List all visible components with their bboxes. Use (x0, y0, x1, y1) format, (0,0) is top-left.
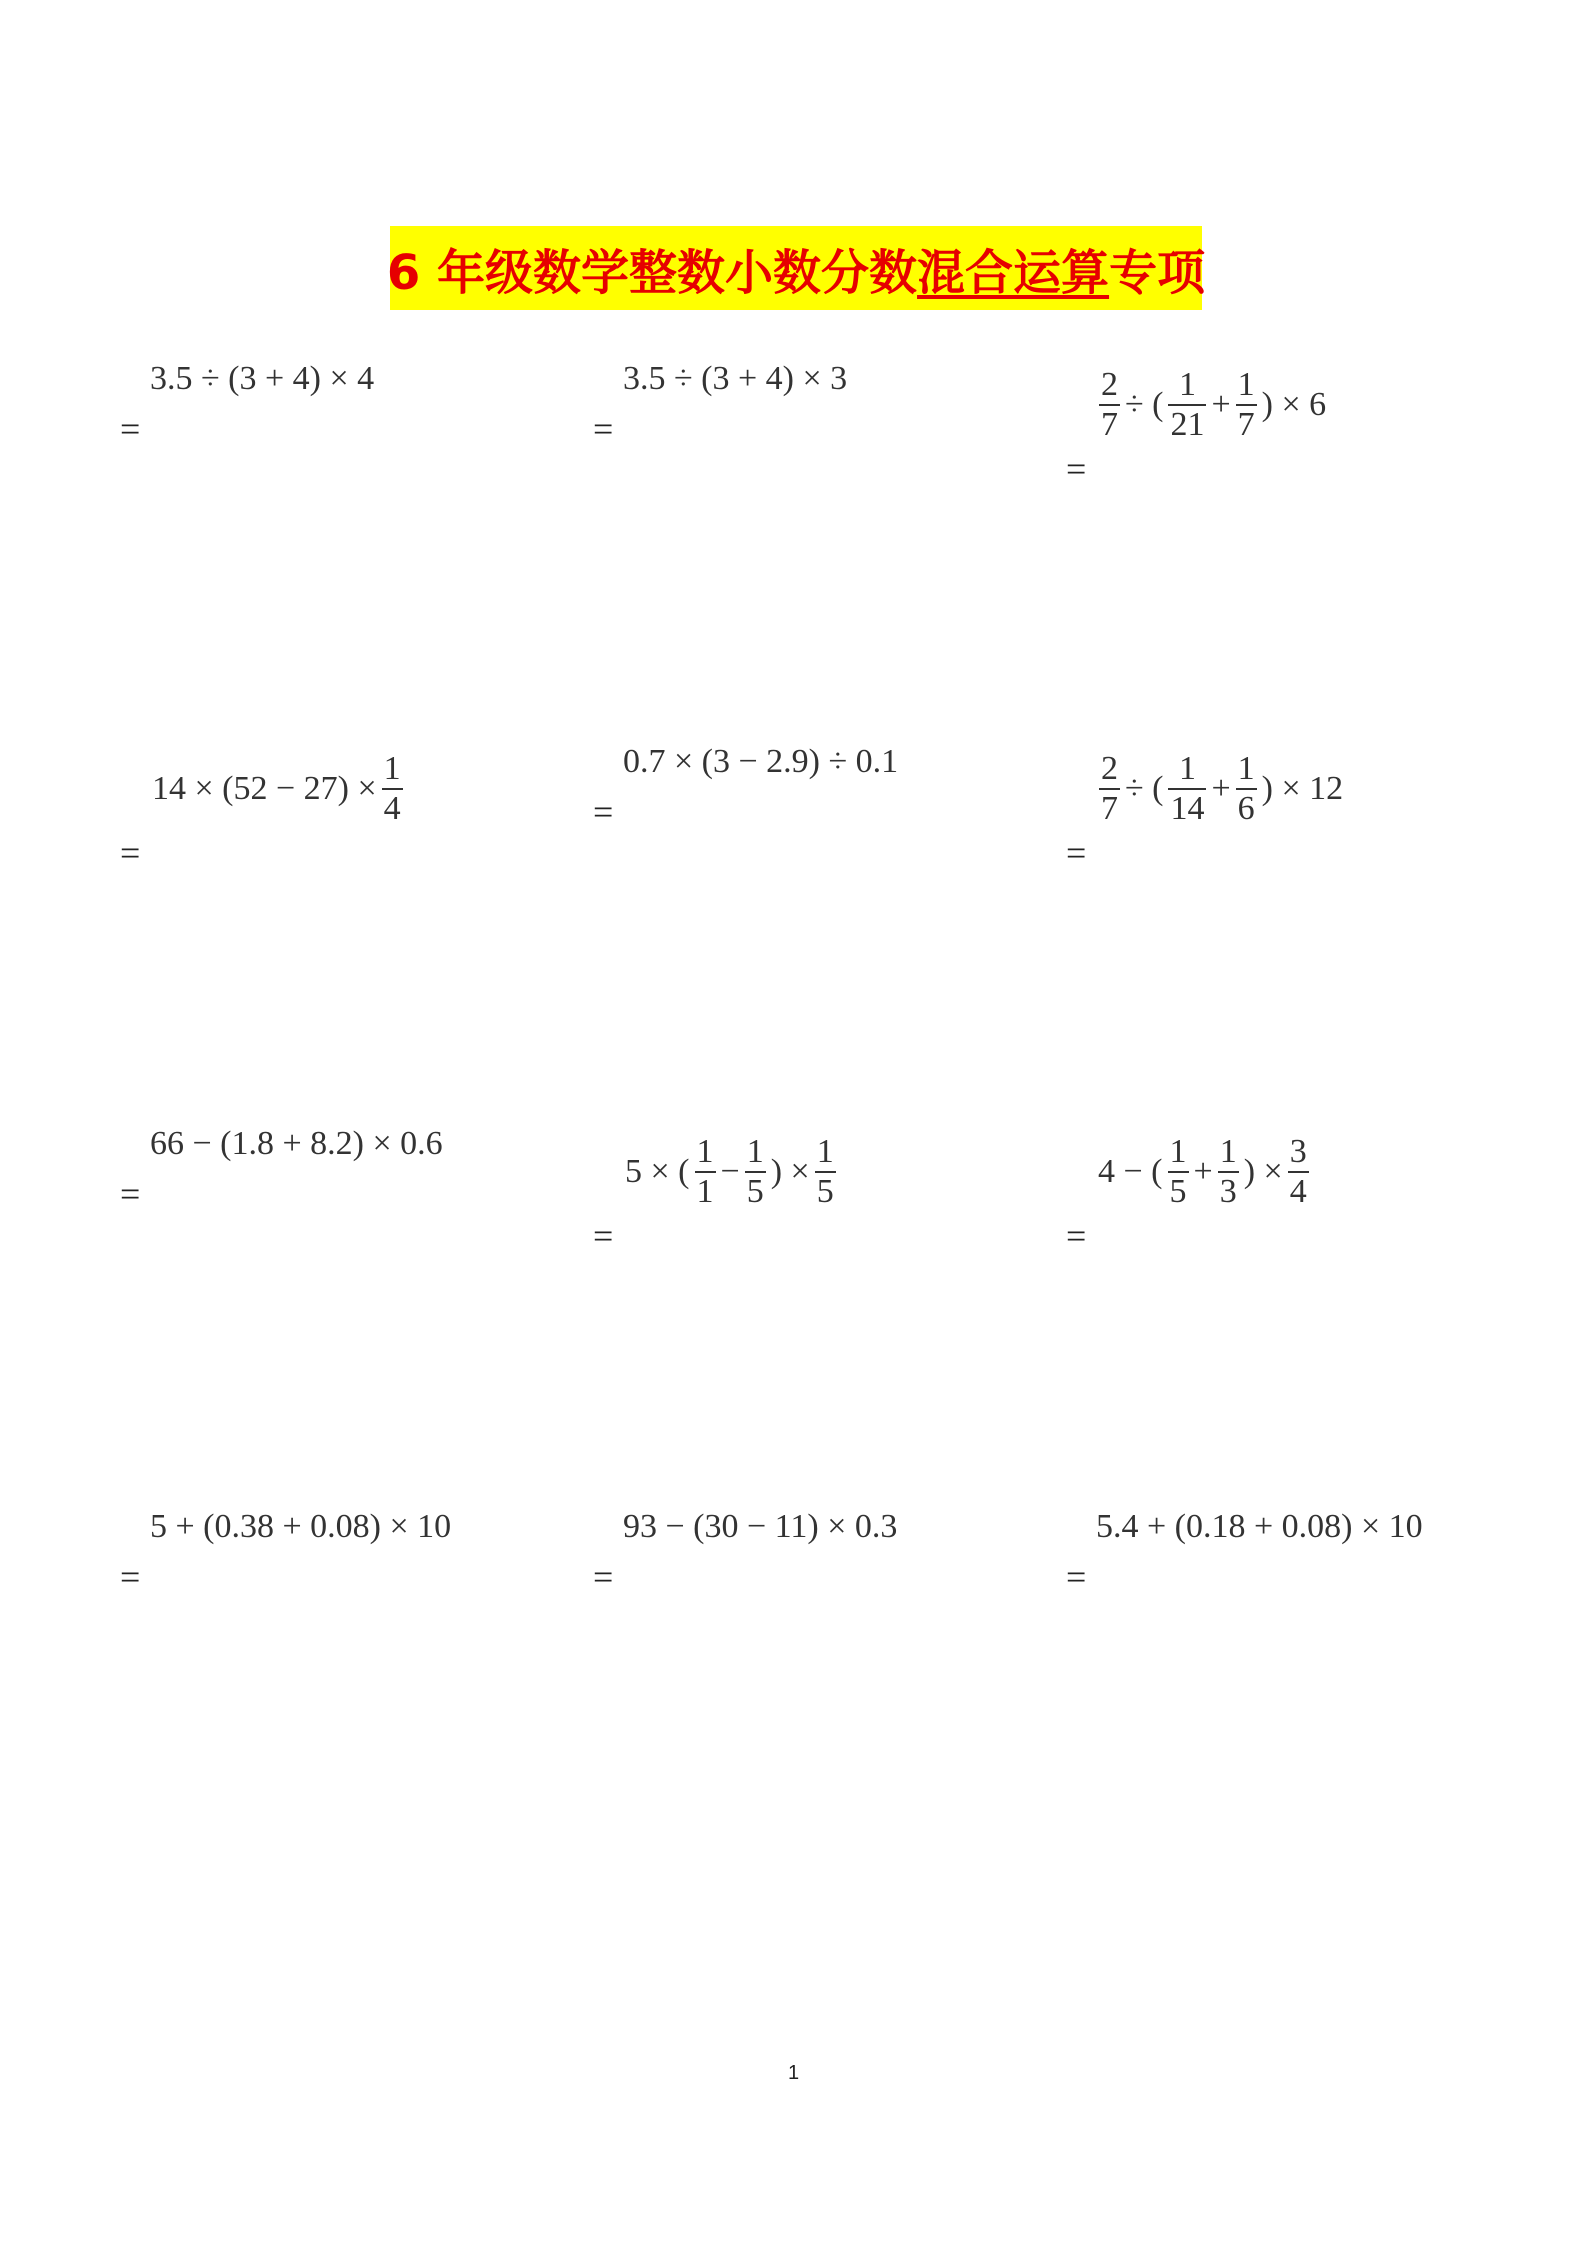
equals-sign: = (593, 1557, 614, 1597)
fraction (1236, 366, 1257, 444)
numerator: 1 (696, 1133, 714, 1170)
page-number: 1 (787, 2062, 800, 2084)
equals-sign: = (1066, 833, 1087, 873)
problem-8 (593, 1133, 1033, 1273)
denominator: 7 (1101, 790, 1118, 827)
numerator: 2 (1101, 366, 1118, 403)
problem-9 (1066, 1133, 1506, 1273)
numerator: 3 (1289, 1133, 1307, 1170)
operator: ÷ ( (1125, 386, 1164, 423)
denominator: 1 (696, 1173, 714, 1210)
title-suffix: 专项 (1109, 244, 1206, 301)
fraction (1168, 750, 1206, 828)
title-highlight (386, 226, 1206, 310)
page-title (387, 234, 1205, 303)
equals-sign: = (120, 833, 141, 873)
denominator: 4 (383, 790, 401, 827)
problem-6 (1066, 750, 1506, 890)
operator: + (1193, 1153, 1213, 1190)
problem-7 (120, 1125, 560, 1265)
problem-5-expression: 0.7 × (3 − 2.9) ÷ 0.1 (623, 743, 899, 780)
denominator: 3 (1219, 1173, 1237, 1210)
problem-12-expression: 5.4 + (0.18 + 0.08) × 10 (1096, 1508, 1423, 1545)
numerator: 1 (1237, 366, 1255, 403)
fraction (815, 1133, 836, 1211)
numerator: 1 (383, 750, 401, 787)
fraction (1099, 750, 1120, 828)
equals-sign: = (593, 1216, 614, 1256)
problem-12 (1066, 1508, 1506, 1648)
equals-sign: = (593, 409, 614, 449)
operator: ) × 12 (1261, 770, 1344, 807)
fraction (1218, 1133, 1239, 1211)
fraction (1168, 1133, 1189, 1211)
title-prefix: 6 年级数学整数小数分数 (386, 244, 918, 301)
title-underlined: 混合运算 (917, 244, 1110, 301)
problem-10 (120, 1508, 560, 1648)
problem-3-expression (1096, 366, 1328, 444)
problem-4 (120, 750, 560, 890)
denominator: 21 (1170, 406, 1205, 443)
operator: ÷ ( (1125, 770, 1164, 807)
operator: ) × (770, 1153, 810, 1190)
fraction (1288, 1133, 1309, 1211)
numerator: 1 (1237, 750, 1255, 787)
denominator: 5 (746, 1173, 764, 1210)
fraction (382, 750, 403, 828)
numerator: 1 (1169, 1133, 1187, 1170)
fraction (1099, 366, 1120, 444)
denominator: 5 (1169, 1173, 1187, 1210)
operator: − (720, 1153, 740, 1190)
equals-sign: = (120, 409, 141, 449)
problem-8-expression (623, 1133, 839, 1211)
equals-sign: = (593, 792, 614, 832)
expression-lead: 4 − ( (1098, 1153, 1163, 1190)
equals-sign: = (120, 1174, 141, 1214)
numerator: 1 (1219, 1133, 1237, 1170)
numerator: 1 (816, 1133, 834, 1170)
problem-2 (593, 360, 1033, 500)
problem-11 (593, 1508, 1033, 1648)
equals-sign: = (1066, 1216, 1087, 1256)
denominator: 6 (1237, 790, 1255, 827)
operator: + (1211, 770, 1231, 807)
equals-sign: = (120, 1557, 141, 1597)
numerator: 1 (746, 1133, 764, 1170)
numerator: 1 (1178, 750, 1196, 787)
problem-5 (593, 743, 1033, 883)
expression-lead: 14 × (52 − 27) × (152, 770, 377, 807)
problem-6-expression (1096, 750, 1345, 828)
fraction (695, 1133, 716, 1211)
numerator: 1 (1178, 366, 1196, 403)
problem-11-expression: 93 − (30 − 11) × 0.3 (623, 1508, 898, 1545)
fraction (1168, 366, 1206, 444)
denominator: 5 (816, 1173, 834, 1210)
denominator: 14 (1170, 790, 1205, 827)
problem-1-expression: 3.5 ÷ (3 + 4) × 4 (150, 360, 375, 397)
denominator: 7 (1237, 406, 1255, 443)
operator: + (1211, 386, 1231, 423)
problem-2-expression: 3.5 ÷ (3 + 4) × 3 (623, 360, 848, 397)
equals-sign: = (1066, 449, 1087, 489)
denominator: 7 (1101, 406, 1118, 443)
problem-9-expression (1096, 1133, 1312, 1211)
fraction (745, 1133, 766, 1211)
operator: ) × (1243, 1153, 1283, 1190)
numerator: 2 (1101, 750, 1118, 787)
problem-1 (120, 360, 560, 500)
problem-3 (1066, 366, 1506, 506)
problem-10-expression: 5 + (0.38 + 0.08) × 10 (150, 1508, 452, 1545)
fraction (1236, 750, 1257, 828)
equals-sign: = (1066, 1557, 1087, 1597)
denominator: 4 (1289, 1173, 1307, 1210)
problem-4-expression (150, 750, 406, 828)
problem-7-expression: 66 − (1.8 + 8.2) × 0.6 (150, 1125, 443, 1162)
operator: ) × 6 (1261, 386, 1327, 423)
expression-lead: 5 × ( (625, 1153, 690, 1190)
